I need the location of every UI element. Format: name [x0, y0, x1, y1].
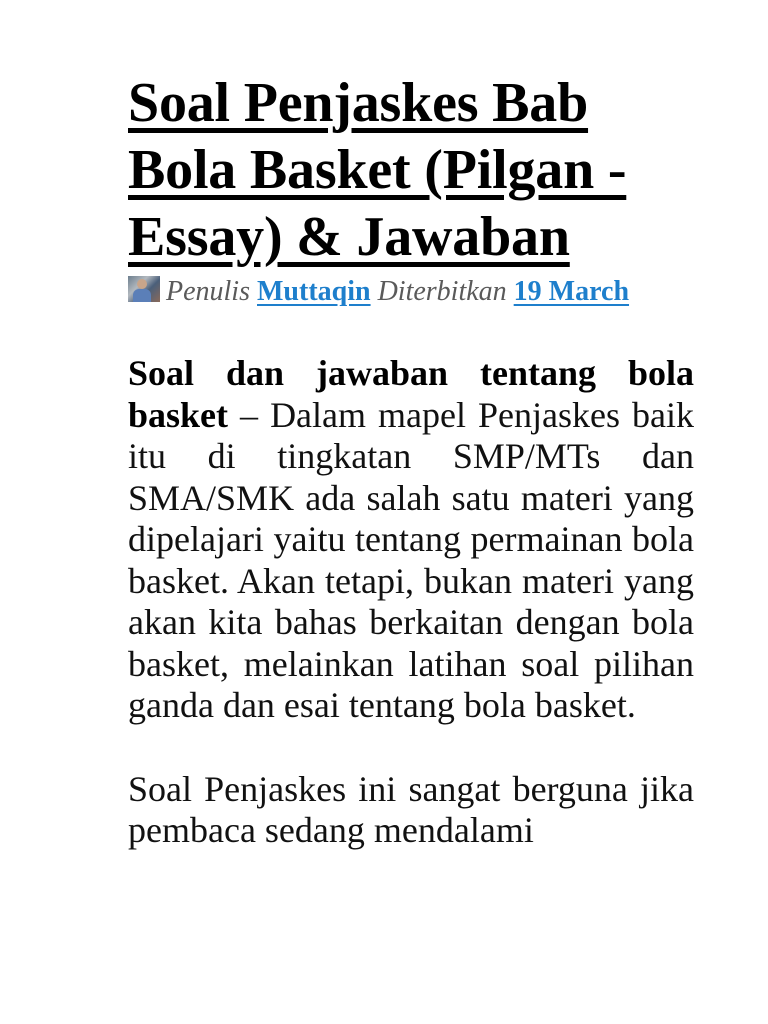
article — [128, 70, 694, 852]
published-label: Diterbitkan — [377, 276, 507, 307]
second-paragraph-text: Soal Penjaskes ini sangat berguna jika pembaca sedang mendalami — [128, 768, 694, 850]
published-date-link[interactable]: 19 March — [513, 276, 630, 307]
intro-lead: Soal dan jawaban tentang bola basket — [128, 353, 694, 435]
article-meta — [128, 273, 694, 311]
second-paragraph — [128, 769, 694, 852]
intro-text: – Dalam mapel Penjaskes baik itu di tingkatan SMP/MTs dan SMA/SMK ada salah satu materi yang dipelajari yaitu tentang permainan bola basket. Akan tetapi, bukan materi yang akan kita bahas berkaitan dengan bola basket, melainkan latihan soal pilihan ganda dan esai tentang bola basket. — [128, 394, 694, 725]
intro-paragraph — [128, 353, 694, 727]
author-avatar-icon — [128, 276, 160, 302]
author-label: Penulis — [166, 276, 250, 307]
author-link[interactable]: Muttaqin — [257, 276, 371, 307]
article-title: Soal Penjaskes Bab Bola Basket (Pilgan - Essay) & Jawaban — [128, 72, 627, 268]
